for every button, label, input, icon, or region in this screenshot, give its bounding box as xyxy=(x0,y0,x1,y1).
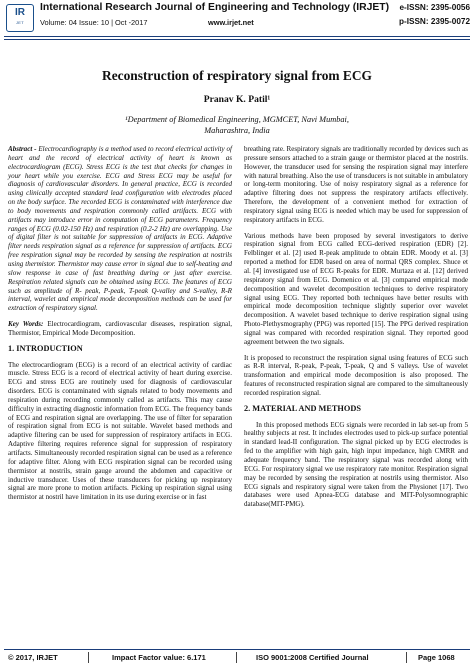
abstract xyxy=(8,145,232,313)
section-heading-methods: 2. MATERIAL AND METHODS xyxy=(244,403,361,413)
author-affiliation xyxy=(0,115,474,137)
header-rule xyxy=(4,36,470,37)
abstract-label: Abstract - xyxy=(8,145,37,153)
e-issn: e-ISSN: 2395-0056 xyxy=(399,3,470,12)
affiliation-line-2: Maharashtra, India xyxy=(204,125,270,135)
footer-impact-factor: Impact Factor value: 6.171 xyxy=(112,653,206,662)
section-heading-introduction: 1. INTRODUCTION xyxy=(8,343,83,353)
journal-title: International Research Journal of Engineering and Technology (IRJET) xyxy=(40,2,390,13)
header-rule-2 xyxy=(4,39,470,40)
footer-separator xyxy=(88,652,89,663)
footer-separator xyxy=(406,652,407,663)
journal-website-link[interactable]: www.irjet.net xyxy=(208,18,254,27)
irjet-logo xyxy=(6,4,34,32)
p-issn: p-ISSN: 2395-0072 xyxy=(399,17,470,26)
journal-header xyxy=(0,0,474,36)
abstract-text: Electrocardiography is a method used to record electrical activity of heart and the record of electrical activity of heart is known as electrocardiogram (ECG). Stress ECG is the test that checks for changes in your heart while you exercise. ECG and Stress ECG may be useful for diagnosis of cardiovascular disorders. In general practice, ECG is recorded using clinically accepted standard lead configuration with electrodes placed on the body surface. The recorded ECG is contaminated with interference due to body movements and respiration commonly called artifacts. ECG with artifacts may introduce error in computation of ECG parameters. Frequency ranges of ECG (0.02-150 Hz) and respiration (0.2-2 Hz) are overlapping. Use of digital filter is not suitable for suppression of artifacts in ECG. Adaptive filter needs respiration signal as a reference for suppression of artifacts. ECG free respiration signal may be recorded by sensing the respiration at nostrils using thermistor. Thermistor may cause error in signal due to self-heating and slow response in case of fast breathing during or just after exercise. Respiration related signals can be obtained using ECG. The features of ECG such as amplitude of R- peak, P-peak, T-peak Q-valley and S-valley, R-R interval, wavelet and empirical mode decomposition methods can be used for extraction of respiratory signal. xyxy=(8,145,233,313)
footer-copyright: © 2017, IRJET xyxy=(8,653,58,662)
right-column xyxy=(244,145,468,516)
body-paragraph-4: In this proposed methods ECG signals were recorded in lab set-up from 5 healthy subjects at rest. It includes electrodes used to pick-up surface potential in standard lead-II configuration. The signal picked up by ECG electrodes is fed to the amplifier with high gain, high input impedance, high CMRR and adequate frequency band. The respiratory signal was recorded along with ECG. For respiratory signal we use respiratory rate monitor. Respiration signal may be recorded by sensing the respiration at nostrils using thermistor. Also ECG signals and respiratory signal were taken from the Physionet [17]. Two databases were used Apnea-ECG database and MIT-Polysomnographic database(MIT-PMG). xyxy=(244,420,468,509)
page-footer xyxy=(0,652,474,666)
keywords xyxy=(8,320,232,338)
body-paragraph-1: breathing rate. Respiratory signals are traditionally recorded by devices such as pressure sensors attached to a strain gauge or thermistor placed at the nostrils. However, the transducer used for sensing the respiration signal may interfere with natural breathing. Also the use of transducers is not suitable in ambulatory or long-term monitoring. Use of noisy respiratory signal as a reference for adaptive filtering does not suppress the respiratory artifacts effectively. Therefore, the development of a convenient method for extraction of respiratory signal using ECG is needed which may be used for suppression of respiratory artifacts in ECG. xyxy=(244,145,468,224)
body-paragraph-2: Various methods have been proposed by several investigators to derive respiration signal from ECG called ECG-derived respiration (EDR) [2]. Felblinger et al. [2] used R-peak amplitude to obtain EDR. Moody et al. [3] reported a method for EDR based on area of normal QRS complex. Shuce et al. [4] investigated use of ECG R-peaks for EDR. Murtaza et al. [12] derived respiratory signal from ECG. Domenico et al. [3] compared empirical mode decomposition and wavelet decomposition techniques to derive respiratory signal using ECG. They reported both techniques have better results with empirical mode decomposition technique slightly superior over wavelet decomposition. A wavelet based technique to derive respiration signal using Photo-Plethysmography (PPG) was reported [15]. The PPG derived respiration signal was compared with recorded respiration signal. They reported good agreement between the two signals. xyxy=(244,231,468,346)
introduction-paragraph: The electrocardiogram (ECG) is a record of an electrical activity of cardiac muscle. Stress ECG is a record of electrical activity of heart during exercise. ECG and stress ECG are routinely used for diagnosis of cardiovascular disorders. ECG is contaminated with signals related to body movements and respiration during recording commonly called as artifacts. This may cause difficulty in extracting diagnostic information from ECG. The frequency bands of ECG and respiration signal are overlapping. The use of filter for separation of respiration signal from ECG is not suitable. Wavelet based methods and adaptive filtering can be used for suppression of respiratory artifacts in ECG. Adaptive filtering requires reference signal for suppression of respiratory artifacts. Simultaneously recorded respiration signal can be used as a reference for adaptive filter. Along with ECG respiration signal can be recorded using thermistor at nostrils, strain gauge around the abdomen and capacitive or inductive transducer. Uses of these transducers for picking up respiratory signal are more prone to motion artifacts. Picking up respiration signal using thermistor at nostril have limitation in its use during exercise or in fast xyxy=(8,360,232,502)
footer-iso: ISO 9001:2008 Certified Journal xyxy=(256,653,369,662)
footer-page-number: Page 1068 xyxy=(418,653,455,662)
footer-separator xyxy=(236,652,237,663)
keywords-text: Electrocardiogram, cardiovascular diseases, respiration signal, Thermistor, Empirical Mode Decomposition. xyxy=(8,320,232,337)
affiliation-line-1: ¹Department of Biomedical Engineering, MGMCET, Navi Mumbai, xyxy=(125,115,349,124)
logo-sub: JET xyxy=(15,20,24,25)
body-paragraph-3: It is proposed to reconstruct the respiration signal using features of ECG such as R-R interval, R-peak, P-peak, T-peak, Q and S valleys. Use of wavelet transformation and empirical mode decomposition is also proposed. The features of reconstructed respiration signal are compared to the simultaneously recorded respiration signal. xyxy=(244,353,468,397)
volume-issue: Volume: 04 Issue: 10 | Oct -2017 xyxy=(40,18,148,27)
footer-rule xyxy=(4,649,470,650)
keywords-label: Key Words: xyxy=(8,320,44,329)
logo-mark: IR xyxy=(15,7,25,18)
left-column xyxy=(8,145,232,509)
paper-author: Pranav K. Patil¹ xyxy=(203,94,271,105)
paper-title: Reconstruction of respiratory signal from ECG xyxy=(102,68,372,83)
